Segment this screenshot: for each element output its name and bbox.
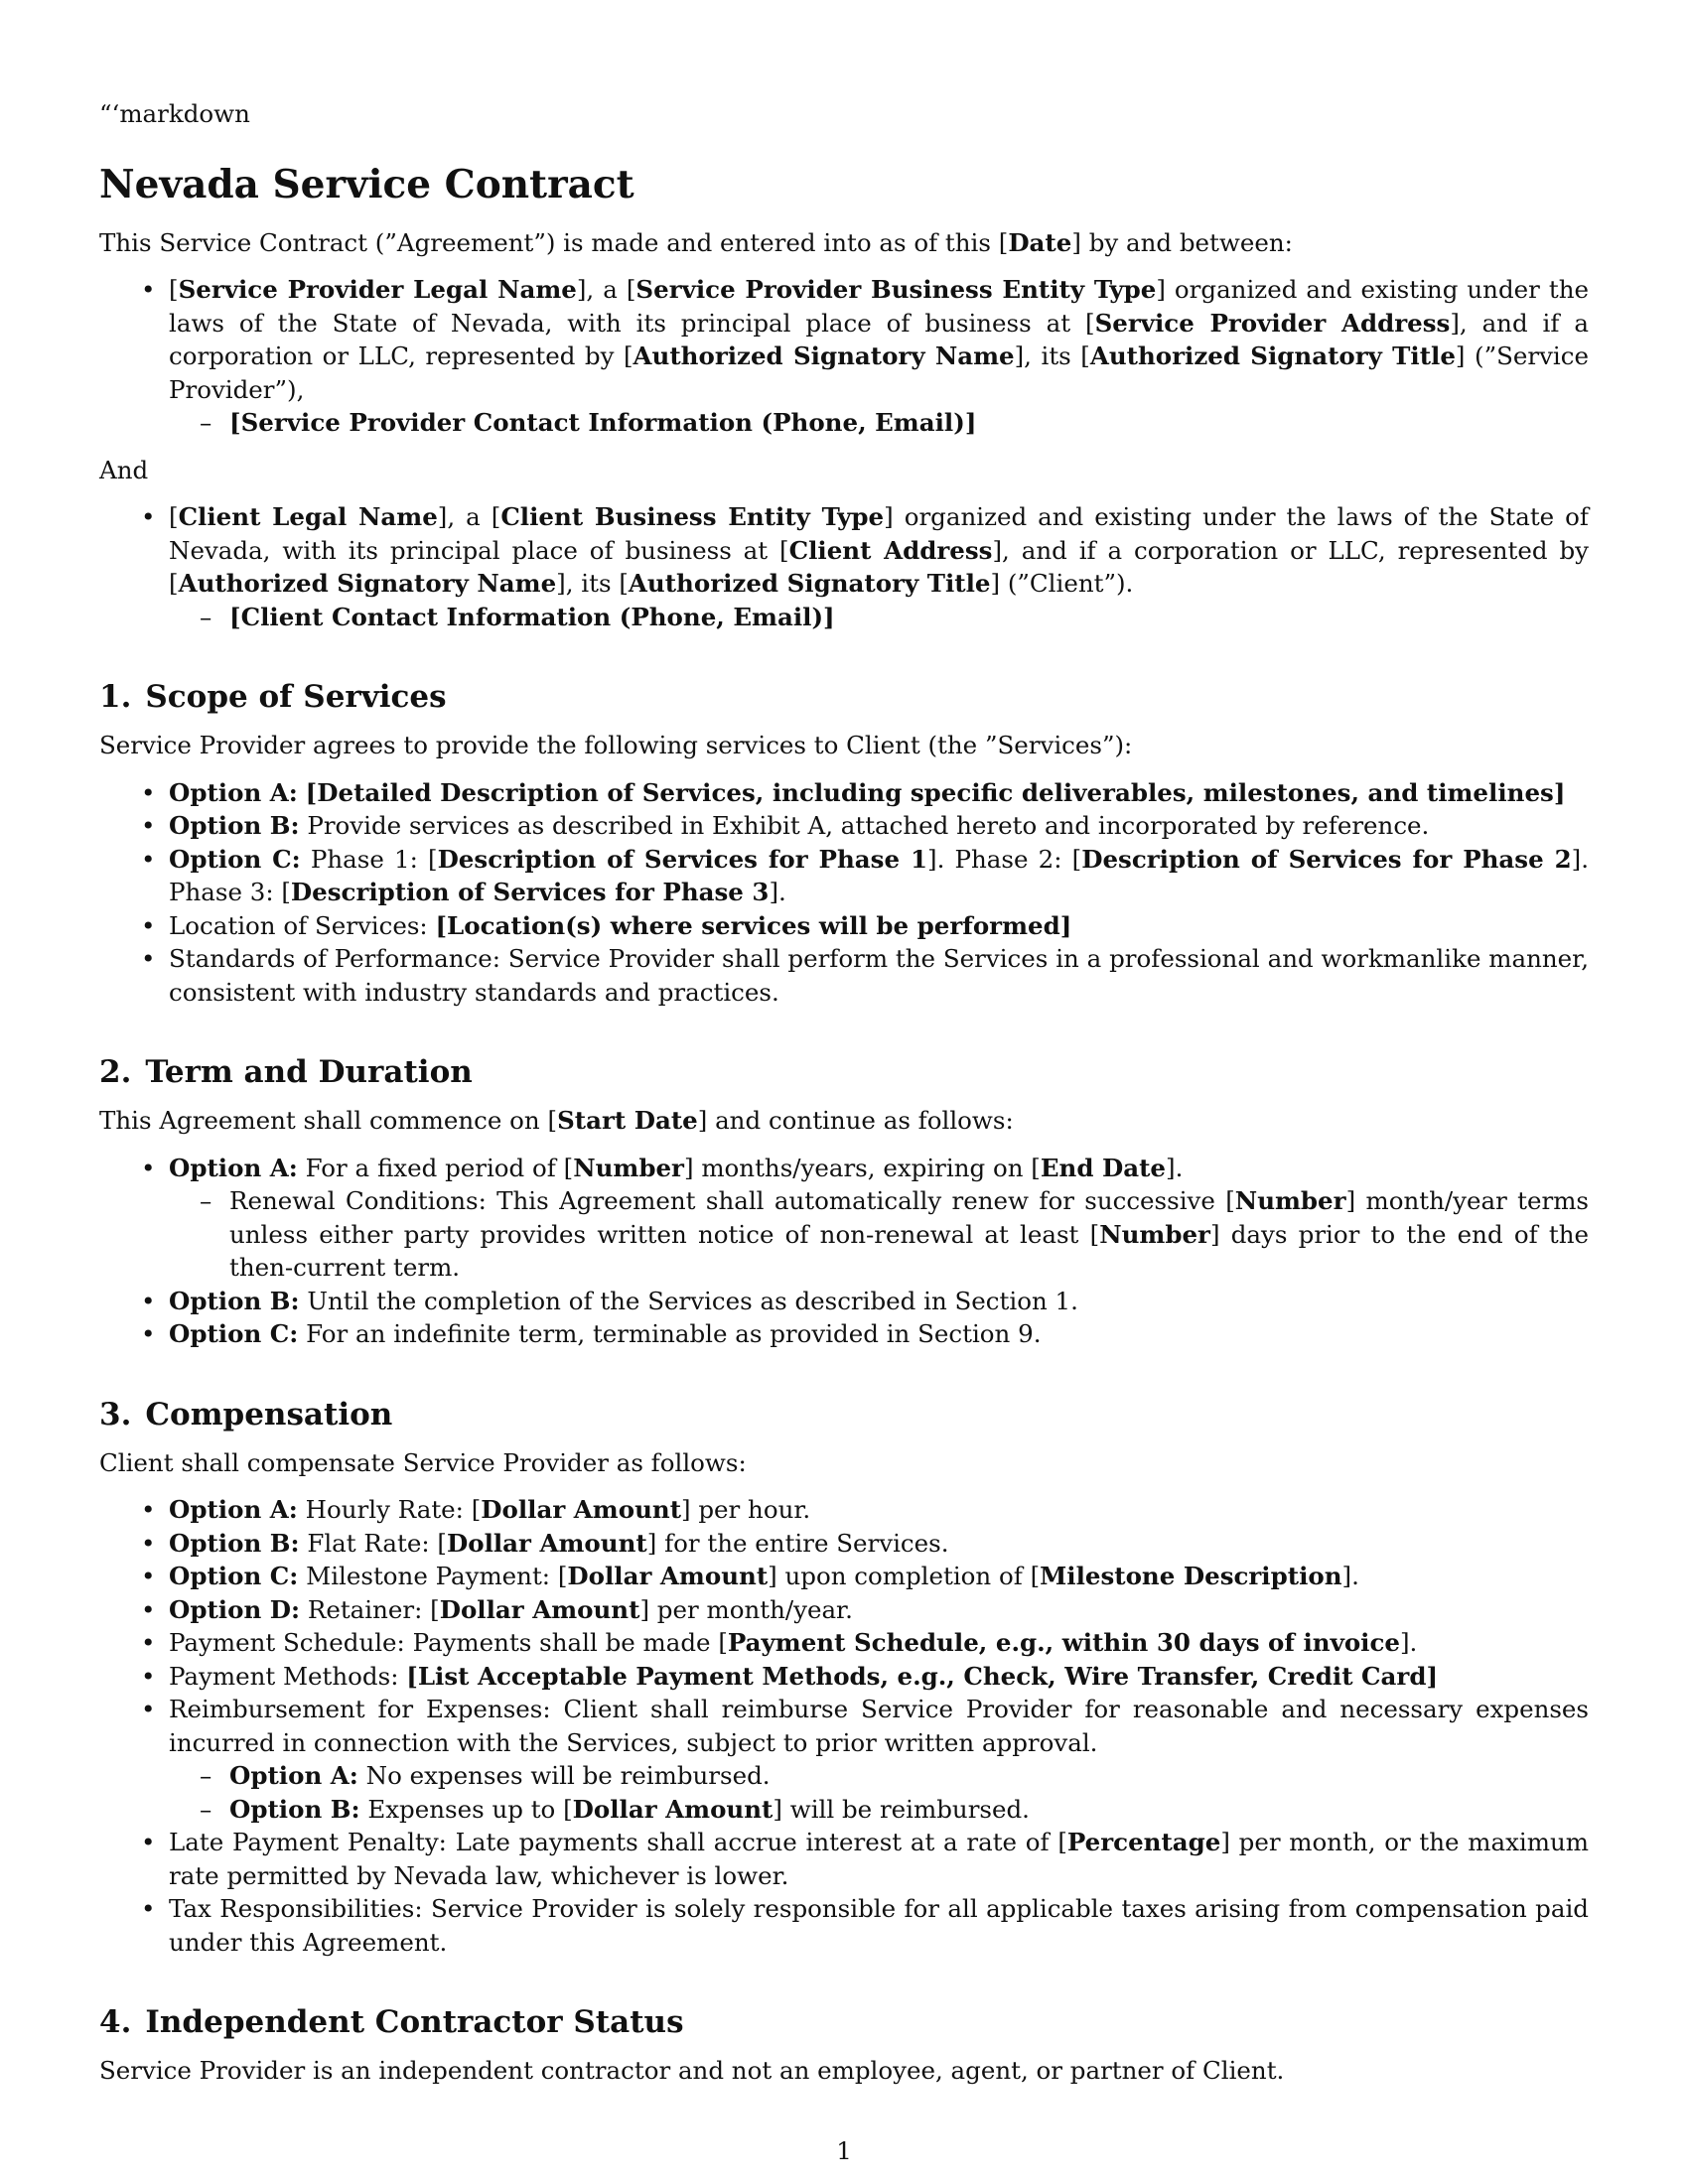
intro-paragraph: This Service Contract (”Agreement”) is made and entered into as of this [Date] by and between: <box>99 227 1293 257</box>
list-item: • Option B: Provide services as described in Exhibit A, attached hereto and incorporated by reference. <box>169 809 1589 843</box>
list-item: • Option D: Retainer: [Dollar Amount] per month/year. <box>169 1593 1589 1627</box>
section-2-heading: 2. Term and Duration <box>99 1054 473 1090</box>
list-item: • Option A: For a fixed period of [Number] months/years, expiring on [End Date]. – Renewal Conditions: This Agreement shall automatically renew for successive [Number] month/year terms unless either party provides written notice of non-renewal at least [Number] days prior to the end of the then-current term. <box>169 1152 1589 1285</box>
list-item: • Option C: Milestone Payment: [Dollar Amount] upon completion of [Milestone Description]. <box>169 1560 1589 1593</box>
list-item: • Option A: [Detailed Description of Services, including specific deliverables, milestones, and timelines] <box>169 776 1589 810</box>
client-contact-item: – [Client Contact Information (Phone, Email)] <box>229 601 1589 634</box>
section-4-heading: 4. Independent Contractor Status <box>99 2004 684 2040</box>
list-item: • Tax Responsibilities: Service Provider is solely responsible for all applicable taxes arising from compensation paid under this Agreement. <box>169 1892 1589 1959</box>
party-list-client <box>99 500 1589 633</box>
and-label: And <box>99 455 149 484</box>
section-2-intro: This Agreement shall commence on [Start Date] and continue as follows: <box>99 1106 1014 1135</box>
list-item: • Option A: Hourly Rate: [Dollar Amount] per hour. <box>169 1493 1589 1527</box>
section-3-intro: Client shall compensate Service Provider as follows: <box>99 1447 747 1477</box>
list-item: • Late Payment Penalty: Late payments shall accrue interest at a rate of [Percentage] per month, or the maximum rate permitted by Nevada law, whichever is lower. <box>169 1826 1589 1892</box>
renewal-conditions-item: – Renewal Conditions: This Agreement shall automatically renew for successive [Number] month/year terms unless either party provides written notice of non-renewal at least [Number] days prior to the end of the then-current term. <box>229 1184 1589 1285</box>
provider-party-item: • [Service Provider Legal Name], a [Service Provider Business Entity Type] organized and existing under the laws of the State of Nevada, with its principal place of business at [Service Provider Address], and if a corporation or LLC, represented by [Authorized Signatory Name], its [Authorized Signatory Title] (”Service Provider”), – [Service Provider Contact Information (Phone, Email)] <box>169 273 1589 440</box>
markdown-fence-text: “‘markdown <box>99 99 250 128</box>
page-number: 1 <box>836 2136 852 2165</box>
section-1-intro: Service Provider agrees to provide the following services to Client (the ”Services”): <box>99 731 1133 759</box>
section-3-heading: 3. Compensation <box>99 1396 393 1433</box>
party-list-provider <box>99 273 1589 440</box>
list-item: • Option B: Flat Rate: [Dollar Amount] for the entire Services. <box>169 1527 1589 1561</box>
provider-contact-item: – [Service Provider Contact Information (Phone, Email)] <box>229 406 1589 440</box>
section-4-text: Service Provider is an independent contractor and not an employee, agent, or partner of Client. <box>99 2056 1285 2085</box>
date-placeholder: Date <box>1008 227 1072 257</box>
list-item: • Standards of Performance: Service Provider shall perform the Services in a professional and workmanlike manner, consistent with industry standards and practices. <box>169 942 1589 1009</box>
section-2-list <box>99 1152 1589 1351</box>
list-item: • Option B: Until the completion of the Services as described in Section 1. <box>169 1285 1589 1318</box>
list-item: • Option C: For an indefinite term, terminable as provided in Section 9. <box>169 1317 1589 1351</box>
client-party-item: • [Client Legal Name], a [Client Business Entity Type] organized and existing under the laws of the State of Nevada, with its principal place of business at [Client Address], and if a corporation or LLC, represented by [Authorized Signatory Name], its [Authorized Signatory Title] (”Client”). – [Client Contact Information (Phone, Email)] <box>169 500 1589 633</box>
reimbursement-option-a: – Option A: No expenses will be reimbursed. <box>229 1759 1589 1793</box>
section-3-list <box>99 1493 1589 1959</box>
section-1-heading: 1. Scope of Services <box>99 679 447 715</box>
list-item: • Location of Services: [Location(s) where services will be performed] <box>169 909 1589 943</box>
section-1-list <box>99 776 1589 1010</box>
reimbursement-option-b: – Option B: Expenses up to [Dollar Amount] will be reimbursed. <box>229 1793 1589 1827</box>
document-title: Nevada Service Contract <box>99 161 634 207</box>
list-item: • Option C: Phase 1: [Description of Services for Phase 1]. Phase 2: [Description of Services for Phase 2]. Phase 3: [Description of Services for Phase 3]. <box>169 843 1589 909</box>
list-item: • Payment Methods: [List Acceptable Payment Methods, e.g., Check, Wire Transfer, Credit Card] <box>169 1660 1589 1694</box>
list-item: • Reimbursement for Expenses: Client shall reimburse Service Provider for reasonable and necessary expenses incurred in connection with the Services, subject to prior written approval. – Option A: No expenses will be reimbursed. – Option B: Expenses up to [Dollar Amount] will be reimbursed. <box>169 1693 1589 1826</box>
list-item: • Payment Schedule: Payments shall be made [Payment Schedule, e.g., within 30 days of invoice]. <box>169 1626 1589 1660</box>
